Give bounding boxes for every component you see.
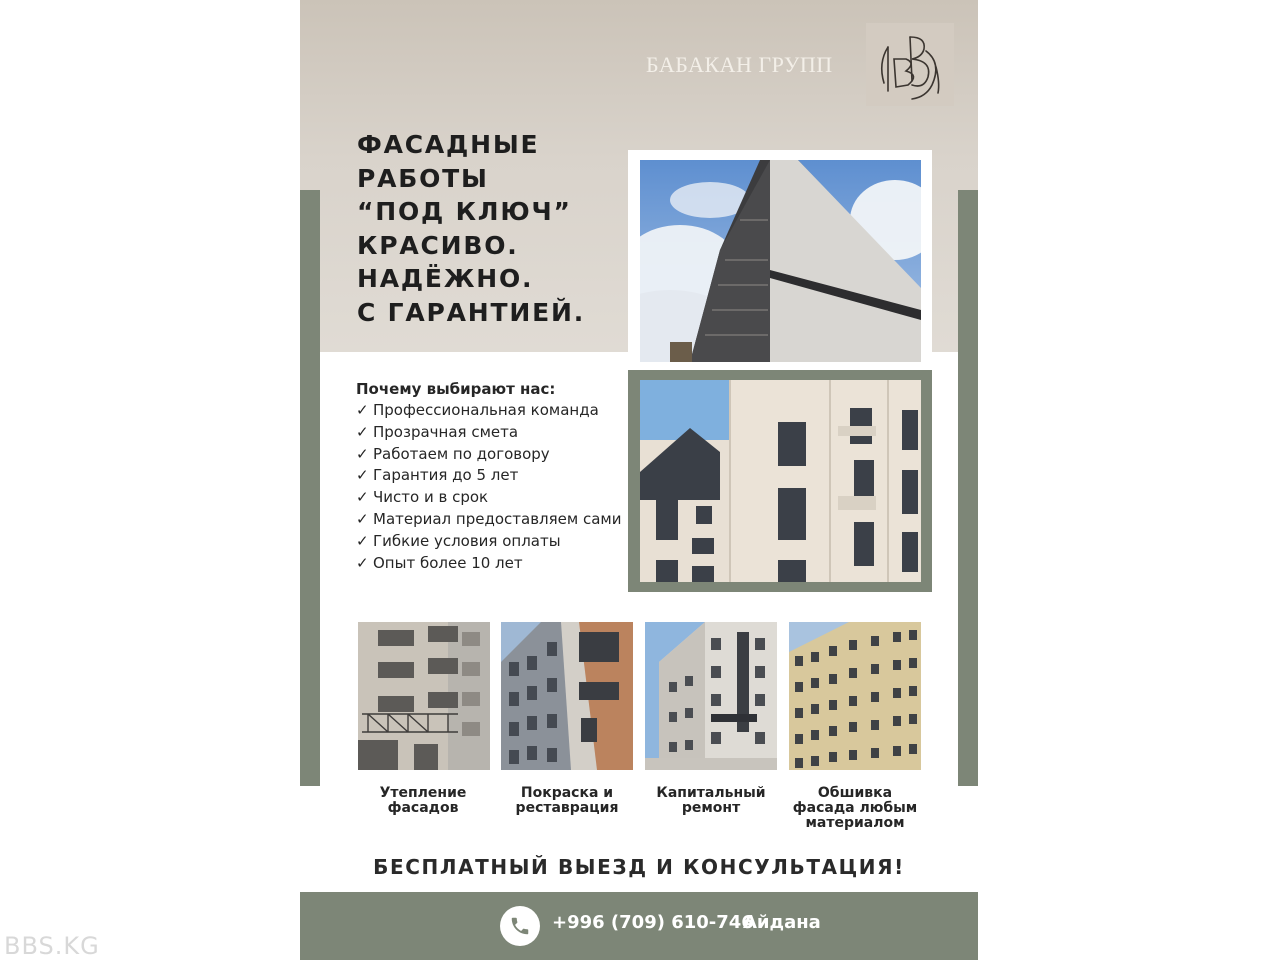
- why-us-section: [356, 378, 626, 574]
- service-label-line: Обшивка: [817, 785, 893, 801]
- service-label-line: материалом: [805, 815, 905, 831]
- why-us-item: [356, 422, 626, 444]
- headline-line: ФАСАДНЫЕ: [357, 130, 540, 159]
- service-label-line: ремонт: [681, 800, 741, 816]
- why-us-item-text: Работаем по договору: [373, 444, 550, 463]
- why-us-item-text: Чисто и в срок: [373, 488, 489, 507]
- service-label-painting: [492, 786, 642, 816]
- why-us-item-text: Гибкие условия оплаты: [373, 531, 561, 550]
- check-icon: ✓: [356, 488, 369, 507]
- contact-footer: [300, 892, 978, 960]
- why-us-item: [356, 487, 626, 509]
- why-us-item: [356, 400, 626, 422]
- why-us-item: [356, 444, 626, 466]
- classic-facade-photo: [640, 380, 921, 582]
- service-label-insulation: [348, 786, 498, 816]
- service-label-cladding: [780, 786, 930, 831]
- check-icon: ✓: [356, 531, 369, 550]
- headline-line: РАБОТЫ: [357, 163, 489, 193]
- phone-icon[interactable]: [500, 906, 540, 946]
- painting-photo: [501, 622, 633, 770]
- headline: [357, 128, 627, 329]
- why-us-item-text: Материал предоставляем сами: [373, 509, 622, 528]
- check-icon: ✓: [356, 509, 369, 528]
- service-label-line: Покраска и: [520, 785, 614, 801]
- monogram-logo-icon: [866, 23, 954, 106]
- why-us-item-text: Прозрачная смета: [373, 422, 519, 441]
- right-accent-bar: [958, 190, 978, 786]
- headline-line: С ГАРАНТИЕЙ.: [357, 297, 585, 327]
- headline-line: НАДЁЖНО.: [357, 264, 534, 293]
- why-us-item: [356, 465, 626, 487]
- headline-line: КРАСИВО.: [357, 230, 519, 260]
- why-us-item: [356, 553, 626, 575]
- check-icon: ✓: [356, 422, 369, 441]
- why-us-item-text: Опыт более 10 лет: [373, 553, 523, 572]
- highrise-facade-photo: [640, 160, 921, 362]
- service-label-line: фасада любым: [792, 800, 918, 816]
- contact-name: Айдана: [743, 912, 821, 933]
- left-accent-bar: [300, 190, 320, 786]
- why-us-item-text: Профессиональная команда: [373, 401, 599, 419]
- service-label-line: Капитальный: [656, 785, 766, 801]
- service-label-line: реставрация: [515, 800, 619, 816]
- site-watermark: BBS.KG: [4, 932, 100, 960]
- cladding-photo: [789, 622, 921, 770]
- headline-line: “ПОД КЛЮЧ”: [357, 197, 572, 226]
- service-label-line: Утепление: [379, 785, 467, 801]
- why-us-title: Почему выбирают нас:: [356, 380, 556, 398]
- renovation-photo: [645, 622, 777, 770]
- check-icon: ✓: [356, 553, 369, 572]
- why-us-item: [356, 509, 626, 531]
- check-icon: ✓: [356, 401, 369, 419]
- service-label-renovation: [636, 786, 786, 816]
- check-icon: ✓: [356, 466, 369, 485]
- service-label-line: фасадов: [387, 800, 459, 816]
- why-us-item-text: Гарантия до 5 лет: [373, 466, 519, 485]
- cta-text: БЕСПЛАТНЫЙ ВЫЕЗД И КОНСУЛЬТАЦИЯ!: [373, 855, 905, 879]
- flyer: [300, 0, 978, 960]
- brand-name: БАБАКАН ГРУПП: [646, 52, 833, 77]
- why-us-item: [356, 531, 626, 553]
- check-icon: ✓: [356, 444, 369, 463]
- insulation-photo: [358, 622, 490, 770]
- phone-number[interactable]: +996 (709) 610-746: [552, 912, 754, 933]
